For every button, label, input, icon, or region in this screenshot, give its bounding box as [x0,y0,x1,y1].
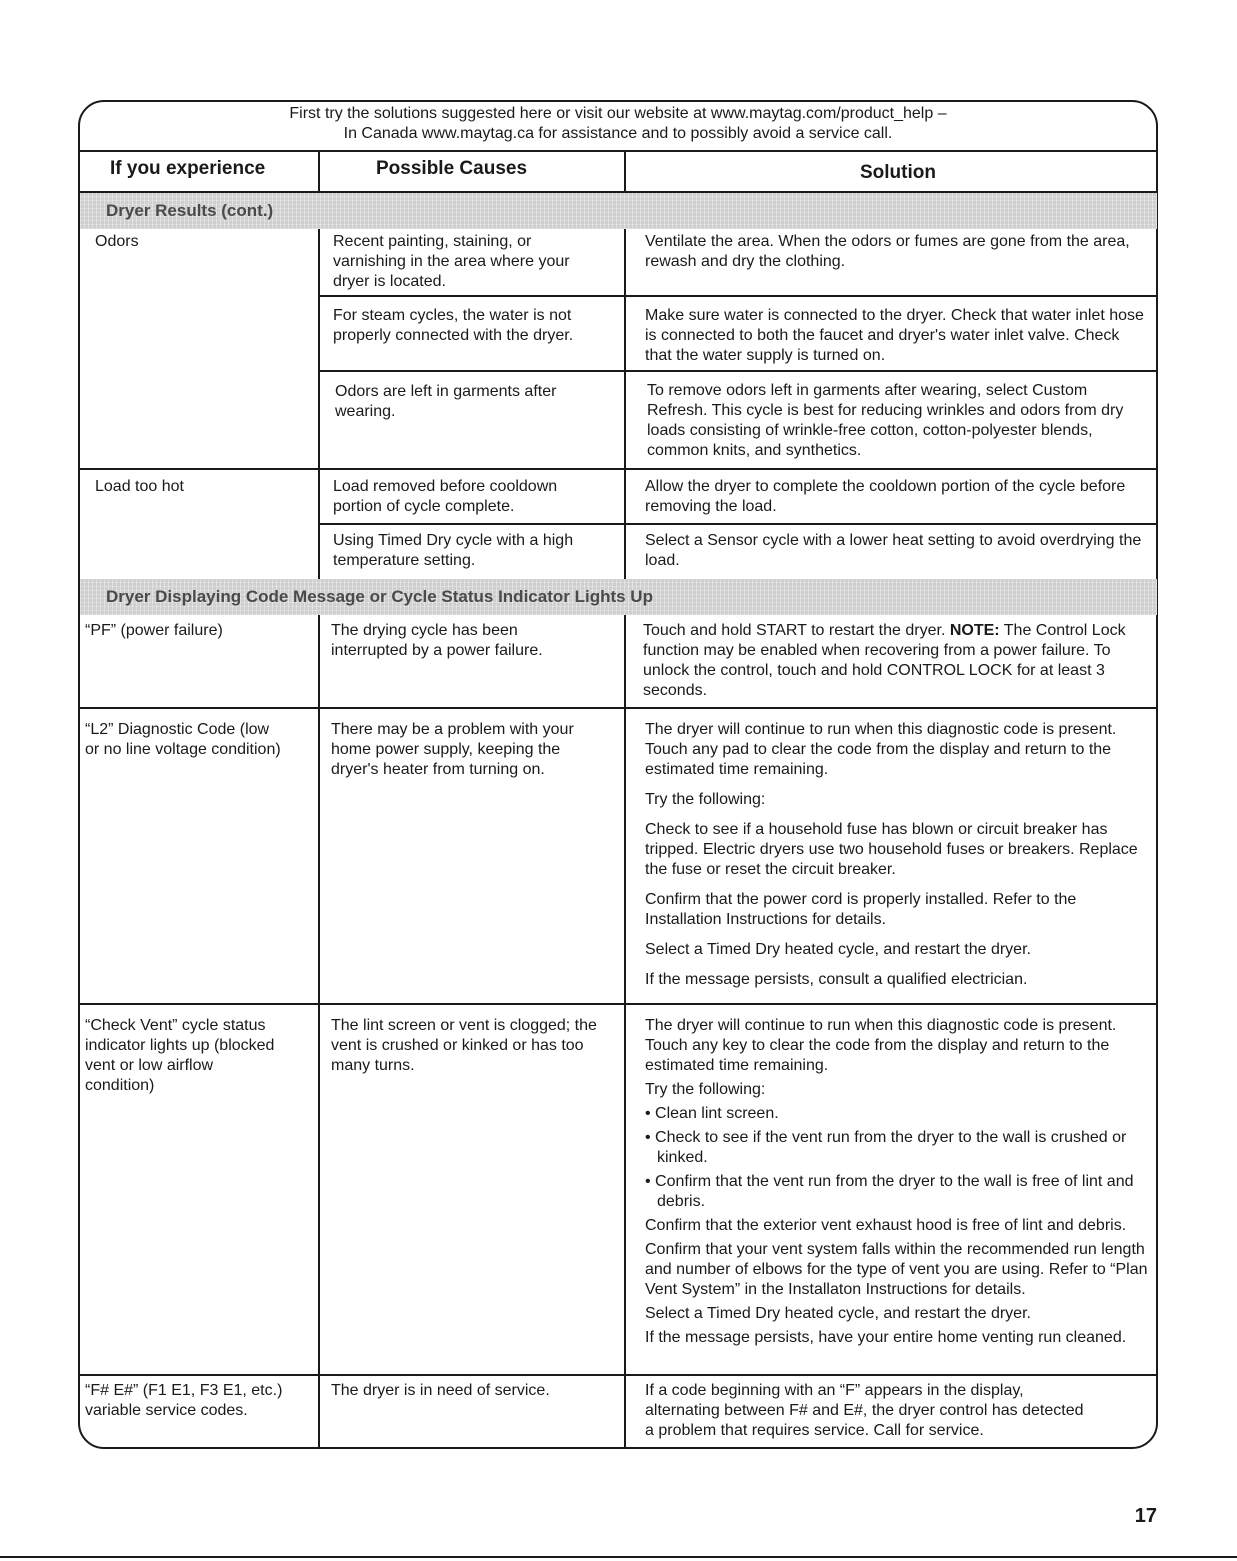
solution-pf-note: NOTE: [949,622,1000,639]
list-item: • Clean lint screen. [645,1104,1157,1124]
rule-odors-1 [320,295,1157,297]
list-item: • Confirm that the vent run from the dryer to the wall is free of lint and debris. [645,1172,1157,1212]
rule-l2-end [80,1003,1157,1005]
solution-l2-p3: Check to see if a household fuse has blown or circuit breaker has tripped. Electric dryers use two household fuses or breakers. Replace the fuse or reset the circuit breaker. [645,821,1138,878]
solution-vent-p2: Try the following: [645,1081,766,1098]
solution-odors-1: Ventilate the area. When the odors or fumes are gone from the area, rewash and dry the clothing. [645,233,1130,270]
cause-hot-2: Using Timed Dry cycle with a high temperature setting. [333,532,574,569]
rule-odors-2 [320,370,1157,372]
list-item: • Check to see if the vent run from the dryer to the wall is crushed or kinked. [645,1128,1157,1168]
cause-odors-2: For steam cycles, the water is not properly connected with the dryer. [333,307,574,344]
intro-line-2: In Canada www.maytag.ca for assistance and to possibly avoid a service call. [343,125,893,142]
experience-check-vent: “Check Vent” cycle status indicator lights up (blocked vent or low airflow condition) [85,1017,275,1094]
solution-hot-1: Allow the dryer to complete the cooldown portion of the cycle before removing the load. [645,478,1126,515]
header-solution: Solution [860,162,936,183]
cause-l2: There may be a problem with your home power supply, keeping the dryer's heater from turning on. [331,721,574,778]
cause-pf: The drying cycle has been interrupted by a power failure. [331,622,543,659]
solution-l2-p6: If the message persists, consult a qualified electrician. [645,971,1028,988]
solution-vent-p1: The dryer will continue to run when this diagnostic code is present. Touch any key to clear the code from the display and return to the estimated time remaining. [645,1017,1117,1074]
rule-under-intro [80,150,1157,152]
solution-l2-p5: Select a Timed Dry heated cycle, and restart the dryer. [645,941,1031,958]
solution-service-codes: If a code beginning with an “F” appears in the display, alternating between F# and E#, the dryer control has detected a problem that requires service. Call for service. [645,1382,1084,1439]
rule-pf-end [80,707,1157,709]
experience-load-too-hot: Load too hot [95,478,184,495]
rule-hot-1 [320,523,1157,525]
solution-l2-p2: Try the following: [645,791,766,808]
solution-l2 [645,720,1157,996]
col-divider-2 [624,150,626,1448]
rule-odors-end [80,468,1157,470]
solution-pf-text-b: The Control Lock function may be enabled when recovering from a power failure. To unlock the control, touch and hold CONTROL LOCK for at least 3 seconds. [643,622,1126,699]
experience-pf: “PF” (power failure) [85,622,223,639]
col-divider-1 [318,150,320,1448]
solution-vent-p5: Select a Timed Dry heated cycle, and restart the dryer. [645,1305,1031,1322]
section-band-results: Dryer Results (cont.) [80,193,1157,229]
solution-l2-p4: Confirm that the power cord is properly installed. Refer to the Installation Instructions for details. [645,891,1077,928]
experience-service-codes: “F# E#” (F1 E1, F3 E1, etc.) variable service codes. [85,1382,283,1419]
experience-l2: “L2” Diagnostic Code (low or no line voltage condition) [85,721,281,758]
cause-odors-1: Recent painting, staining, or varnishing in the area where your dryer is located. [333,233,570,290]
rule-vent-end [80,1374,1157,1376]
header-causes: Possible Causes [376,158,528,179]
header-experience: If you experience [110,158,266,179]
page-bottom-rule [0,1556,1237,1558]
solution-check-vent [645,1016,1157,1354]
cause-hot-1: Load removed before cooldown portion of cycle complete. [333,478,558,515]
intro-line-1: First try the solutions suggested here or visit our website at www.maytag.com/product_help – [289,105,947,122]
intro-text [80,104,1156,144]
solution-hot-2: Select a Sensor cycle with a lower heat setting to avoid overdrying the load. [645,532,1142,569]
solution-vent-p4: Confirm that your vent system falls within the recommended run length and number of elbows for the type of vent you are using. Refer to “Plan Vent System” in the Installaton Instructions for details. [645,1241,1148,1298]
solution-vent-p6: If the message persists, have your entire home venting run cleaned. [645,1329,1127,1346]
solution-vent-p3: Confirm that the exterior vent exhaust hood is free of lint and debris. [645,1217,1127,1234]
experience-odors: Odors [95,233,139,250]
cause-odors-3: Odors are left in garments after wearing. [335,383,557,420]
solution-pf [643,621,1143,701]
cause-service-codes: The dryer is in need of service. [331,1382,550,1399]
section-band-codes: Dryer Displaying Code Message or Cycle Status Indicator Lights Up [80,579,1157,615]
solution-odors-2: Make sure water is connected to the dryer. Check that water inlet hose is connected to both the faucet and dryer's water inlet valve. Check that the water supply is turned on. [645,307,1144,364]
solution-l2-p1: The dryer will continue to run when this diagnostic code is present. Touch any pad to clear the code from the display and return to the estimated time remaining. [645,721,1117,778]
solution-pf-text-a: Touch and hold START to restart the dryer. [643,622,950,639]
cause-check-vent: The lint screen or vent is clogged; the vent is crushed or kinked or has too many turns. [331,1017,597,1074]
page-number: 17 [1134,1505,1157,1527]
solution-odors-3: To remove odors left in garments after wearing, select Custom Refresh. This cycle is best for reducing wrinkles and odors from dry loads consisting of wrinkle-free cotton, cotton-polyester blends, common knits, and synthetics. [647,382,1124,459]
solution-vent-list [645,1104,1157,1212]
